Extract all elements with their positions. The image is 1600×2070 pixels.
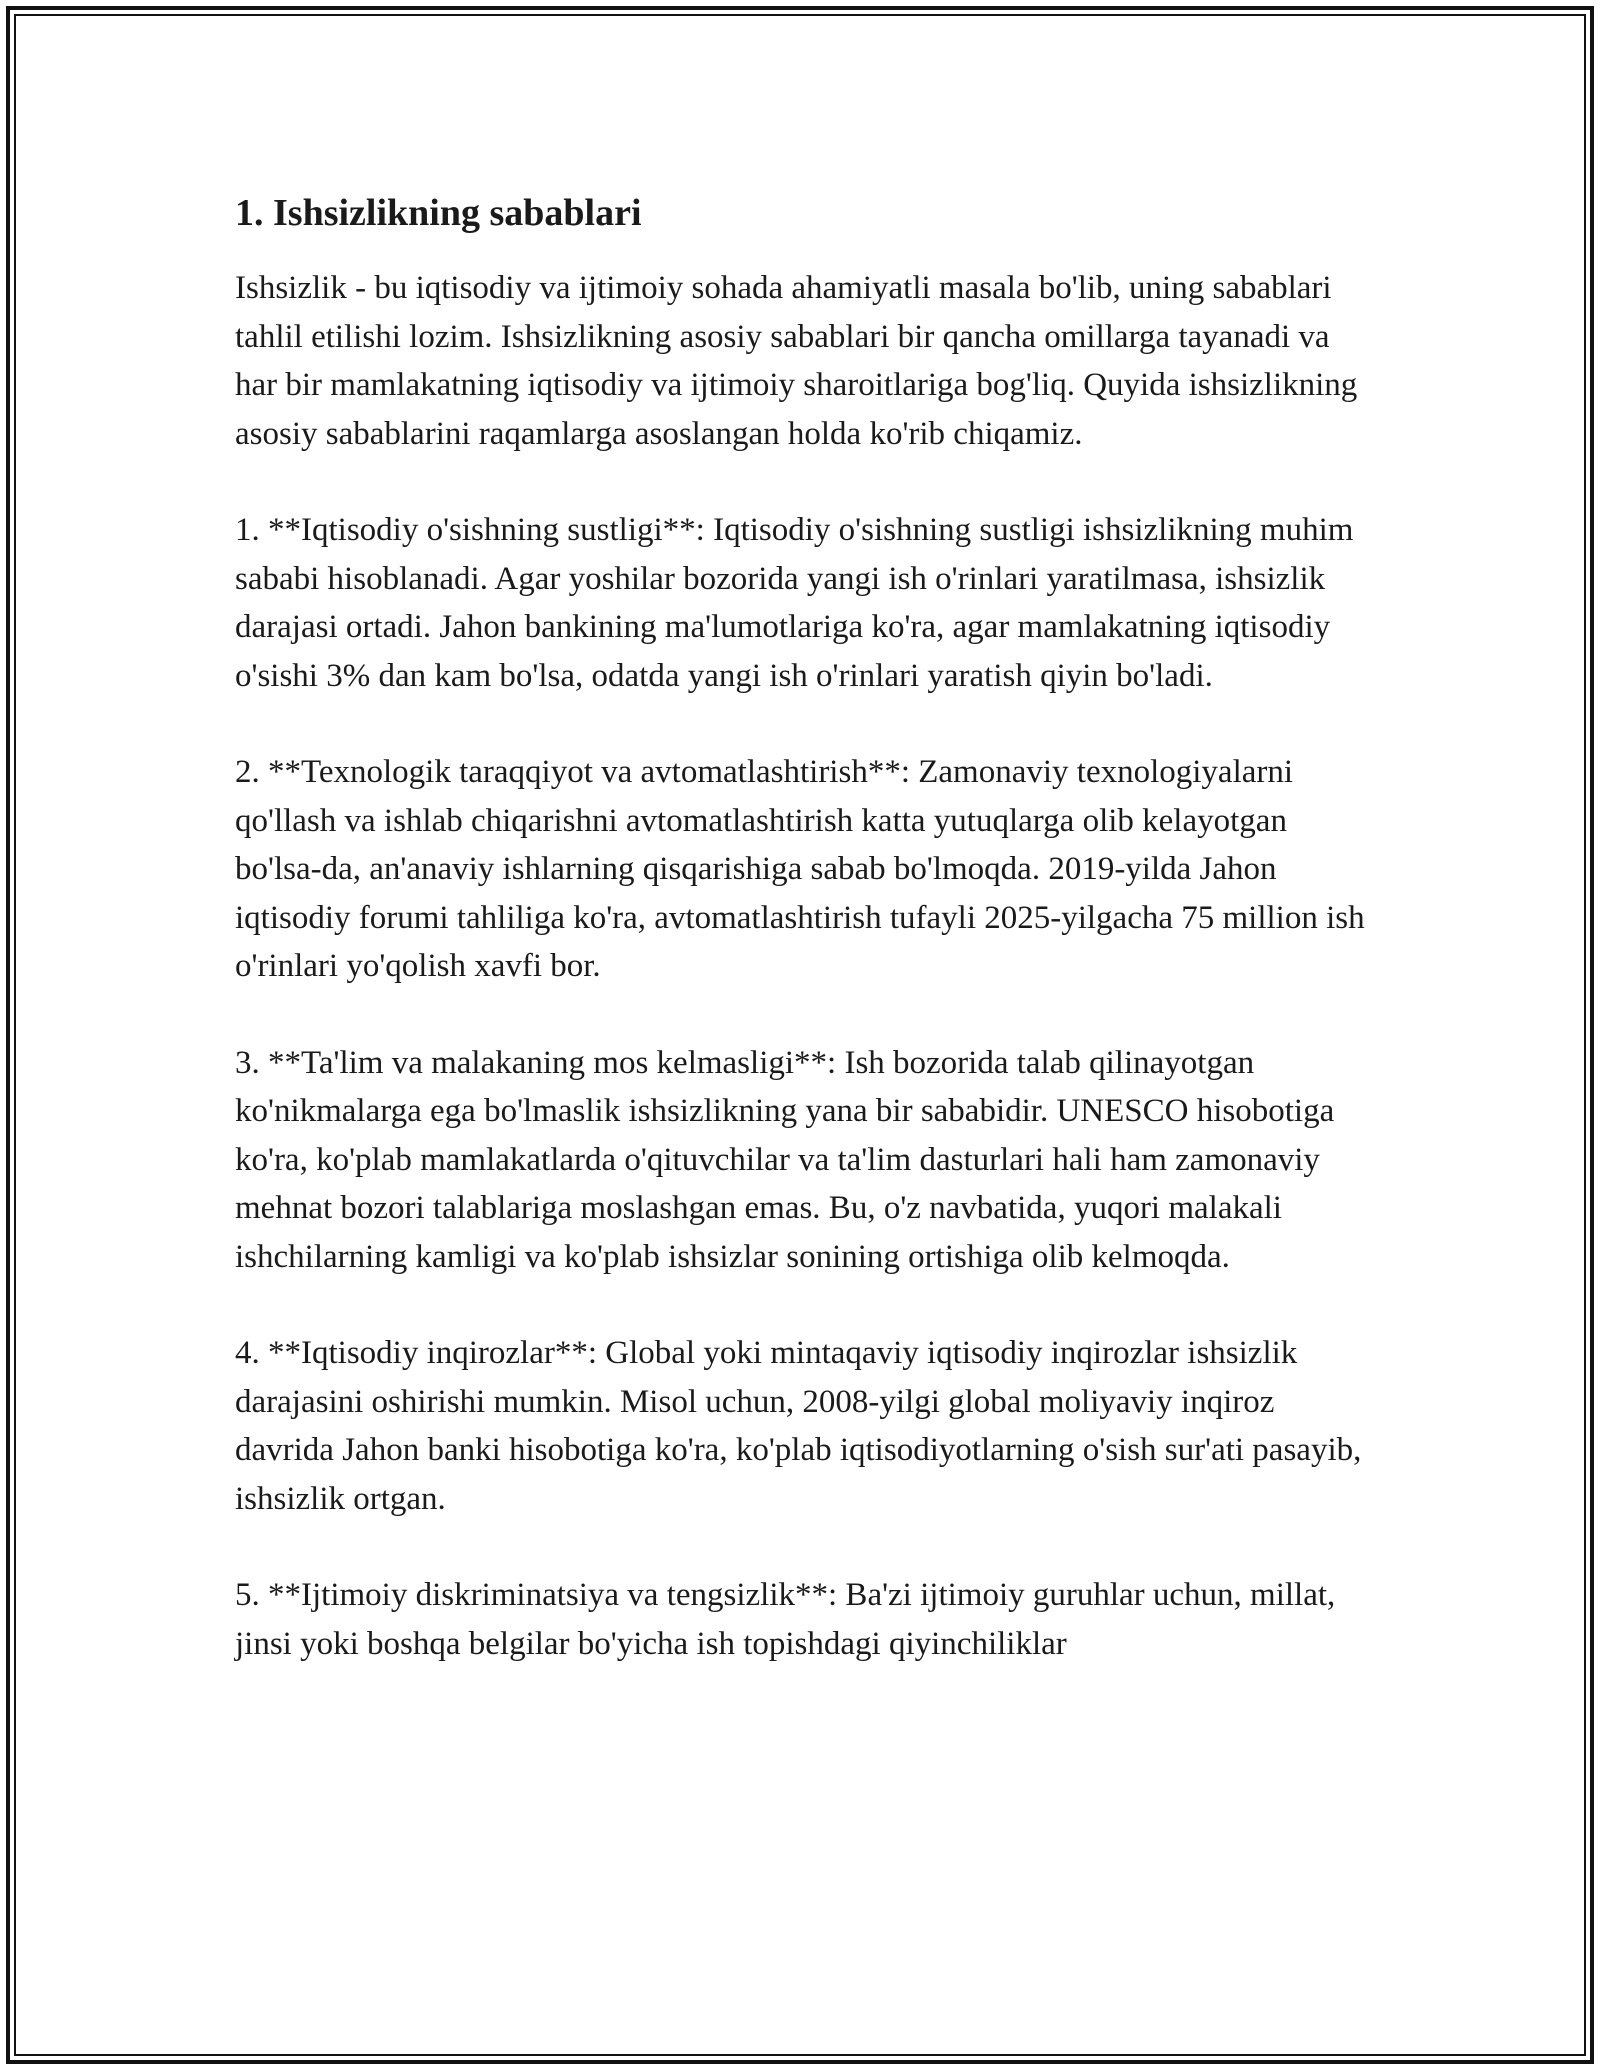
paragraph-economic-growth: 1. **Iqtisodiy o'sishning sustligi**: Iqtisodiy o'sishning sustligi ishsizlikning muhim sababi hisoblanadi. Agar yoshilar bozorida yangi ish o'rinlari yaratilmasa, ishsizlik darajasi ortadi. Jahon bankining ma'lumotlariga ko'ra, agar mamlakatning iqtisodiy o'sishi 3% dan kam bo'lsa, odatda yangi ish o'rinlari yaratish qiyin bo'ladi. xyxy=(235,512,1354,694)
intro-paragraph: Ishsizlik - bu iqtisodiy va ijtimoiy sohada ahamiyatli masala bo'lib, uning sabablari tahlil etilishi lozim. Ishsizlikning asosiy sabablari bir qancha omillarga tayanadi va har bir mamlakatning iqtisodiy va ijtimoiy sharoitlariga bog'liq. Quyida ishsizlikning asosiy sabablarini raqamlarga asoslangan holda ko'rib chiqamiz. xyxy=(235,270,1358,452)
paragraph-education-mismatch: 3. **Ta'lim va malakaning mos kelmasligi**: Ish bozorida talab qilinayotgan ko'nikmalarga ega bo'lmaslik ishsizlikning yana bir sababidir. UNESCO hisobotiga ko'ra, ko'plab mamlakatlarda o'qituvchilar va ta'lim dasturlari hali ham zamonaviy mehnat bozori talablariga moslashgan emas. Bu, o'z navbatida, yuqori malakali ishchilarning kamligi va ko'plab ishsizlar sonining ortishiga olib kelmoqda. xyxy=(235,1044,1335,1275)
section-heading: 1. Ishsizlikning sabablari xyxy=(235,192,642,234)
paragraph-economic-crises: 4. **Iqtisodiy inqirozlar**: Global yoki mintaqaviy iqtisodiy inqirozlar ishsizlik darajasini oshirishi mumkin. Misol uchun, 2008-yilgi global moliyaviy inqiroz davrida Jahon banki hisobotiga ko'ra, ko'plab iqtisodiyotlarning o'sish sur'ati pasayib, ishsizlik ortgan. xyxy=(235,1335,1362,1517)
document-body xyxy=(235,188,1375,1716)
paragraph-technology-automation: 2. **Texnologik taraqqiyot va avtomatlashtirish**: Zamonaviy texnologiyalarni qo'llash va ishlab chiqarishni avtomatlashtirish katta yutuqlarga olib kelayotgan bo'lsa-da, an'anaviy ishlarning qisqarishiga sabab bo'lmoqda. 2019-yilda Jahon iqtisodiy forumi tahliliga ko'ra, avtomatlashtirish tufayli 2025-yilgacha 75 million ish o'rinlari yo'qolish xavfi bor. xyxy=(235,754,1365,984)
paragraph-discrimination: 5. **Ijtimoiy diskriminatsiya va tengsizlik**: Ba'zi ijtimoiy guruhlar uchun, millat, jinsi yoki boshqa belgilar bo'yicha ish topishdagi qiyinchiliklar xyxy=(235,1577,1336,1662)
